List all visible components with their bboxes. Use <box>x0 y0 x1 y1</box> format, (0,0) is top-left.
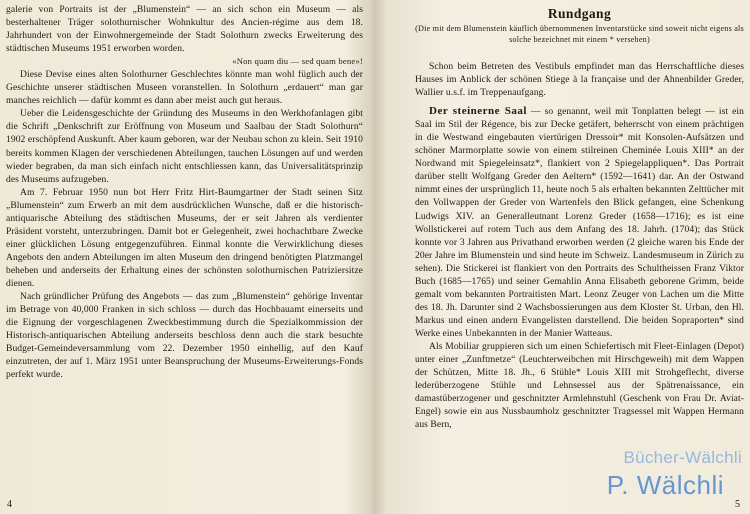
inventory-note: (Die mit dem Blumenstein käuflich übernommenen Inventarstücke sind soweit nicht eigens als solche bezeichnet mit einem * versehen) <box>415 24 744 44</box>
right-paragraph-1: Schon beim Betreten des Vestibuls empfindet man das Herrschaftliche dieses Hauses im Anblick der schönen Stiege à la française und der Ahnenbilder Greder, Wallier u.s.f. im Treppenaufgang. <box>415 61 744 99</box>
watermark-name: P. Wälchli <box>606 470 724 500</box>
left-paragraph-3: Ueber die Leidensgeschichte der Gründung des Museums in den Werkhofanlagen gibt die Schrift „Denkschrift zur Eröffnung von Museum und Saalbau der Stadt Solothurn“ 1902 erschöpfend Auskunft. Aber kaum geboren, war der Neubau schon zu klein. Seit 1910 bereits kommen Klagen der verschiedenen Abteilungen, tauchen Lösungen auf und werden wieder begraben, da man sich einfach nicht entschliessen kann, das Universalitätsprinzip des Museums aufzugeben. <box>6 108 363 185</box>
right-page <box>375 0 750 514</box>
lead-term: Der steinerne Saal <box>429 105 527 118</box>
motto: «Non quam diu — sed quam bene»! <box>232 56 363 67</box>
right-paragraph-3: Als Mobiliar gruppieren sich um einen Schiefertisch mit Fleet-Einlagen (Depot) unter einer „Zunftmetze“ (Leuchterweibchen mit Hirschgeweih) mit dem Wappen der Schützen, Mitte 18. Jh., 6 Stühle* Louis XIII mit Strohgeflecht, diverse lederüberzogene Stühle und Lehnsessel aus der Spätrenaissance, ein damastüberzogener und geschnitzter Armlehnstuhl (Geschenk von Frau Dr. Aviat-Engel) sowie ein aus Nussbaumholz geschnitzter Tragsessel mit Wappen Hermann aus Bern, <box>415 340 744 431</box>
left-paragraph-5: Nach gründlicher Prüfung des Angebots — das zum „Blumenstein“ gehörige Inventar im Betrage von 40,000 Franken in sich schloss — durch das Hochbauamt einerseits und die Eignung der vorgeschlagenen Zweckbestimmung durch die Spezialkommission der Historisch-antiquarischen Abteilung anderseits beschloss denn auch die stark besuchte Budget-Gemeindeversammlung vom 22. Dezember 1950 einhellig, auf den Kauf einzutreten, der auf 1. März 1951 unter Beanspruchung der Museums-Erweiterungs-Fonds perfekt wurde. <box>6 291 363 381</box>
page-number-left: 4 <box>7 499 12 510</box>
page-number-right: 5 <box>735 499 740 510</box>
right-paragraph-2-text: — so genannt, weil mit Tonplatten belegt — ist ein Saal im Stil der Régence, bis zur Decke getäfert, beherrscht von einem prächtigen in die Westwand eingebauten viertürigen Dressoir* mit Konsolen-Aufsätzen und schöner Marmorplatte sowie von einem stilreinen Cheminée Louis XIII* an der Nordwand mit Spiegeleinsatz*, flankiert von 2 Spiegelappliquen*. Das Portrait darüber stellt Wolfgang Greder den Aeltern* (1592—1641) dar. An der Ostwand nimmt eines der ursprünglich 11, heute noch 5 als erhalten bekannten Zelttücher mit den Vollwappen der Greder von Wartenfels den Blick gefangen, eine Schenkung Ludwigs XIV. an Generalleutnant Lorenz Greder (1658—1716); es ist eine Wollstickerei auf rotem Tuch aus dem Anfang des 18. Jahrh. (1704); das Stück konnte vor 3 Jahren aus Privathand erworben werden (2 gleiche waren bis Ende der 20er Jahre im Blumenstein und sind heute im Schweiz. Landesmuseum in Zürich zu sehen). Die Stickerei ist flankiert von den Portraits des Schultheissen Franz Viktor Buch (1685—1765) und seiner Gemahlin Anna Elisabeth geborene Grimm, beide gemalt vom bekannten Portraitisten Mart. Leonz Zeuger von Lachen um die Mitte des 18. Jh. Darunter sind 2 Wachsbossierungen aus dem Kloster St. Urban, den Hl. Markus und einen andern Evangelisten darstellend. Die beiden Sopraporten* sind Werke eines Unbekannten in der Manier Watteaus. <box>415 106 744 339</box>
left-paragraph-1: galerie von Portraits ist der „Blumenstein“ — an sich schon ein Museum — als besterhaltener Träger solothurnischer Wohnkultur des Ancien-régime aus dem 18. Jahrhundert von der Einwohnergemeinde der Stadt Solothurn zwecks Erweiterung des städtischen Museums 1951 erworben worden. <box>6 4 363 55</box>
section-heading: Rundgang <box>547 6 612 21</box>
right-paragraph-2 <box>415 105 744 340</box>
left-paragraph-4: Am 7. Februar 1950 nun bot Herr Fritz Hirt-Baumgartner der Stadt seinen Sitz „Blumenstein“ zum Erwerb an mit dem ausdrücklichen Wunsche, daß er die historisch-antiquarische Abteilung des städtischen Museums, der er seit Jahren als verdienter Präsident vorsteht, unterzubringen. Damit bot er Gelegenheit, zwei hochachtbare Zwecke einer glücklichen Lösung entgegenzuführen. Einmal konnte die Verwirklichung dieses Angebots den andern Abteilungen im alten Museum den dringend benötigten Platzmangel beheben und anderseits der Erhaltung eines der schönsten solothurnischen Patriziersitze dienen. <box>6 186 363 289</box>
watermark-url: Bücher-Wälchli <box>623 448 742 467</box>
left-paragraph-2: Diese Devise eines alten Solothurner Geschlechtes könnte man wohl füglich auch der Geschichte unserer städtischen Museen voranstellen. In Solothurn „erdauert“ man gar manches reichlich — dafür kommt es dann aber meist auch gut heraus. <box>6 69 363 107</box>
